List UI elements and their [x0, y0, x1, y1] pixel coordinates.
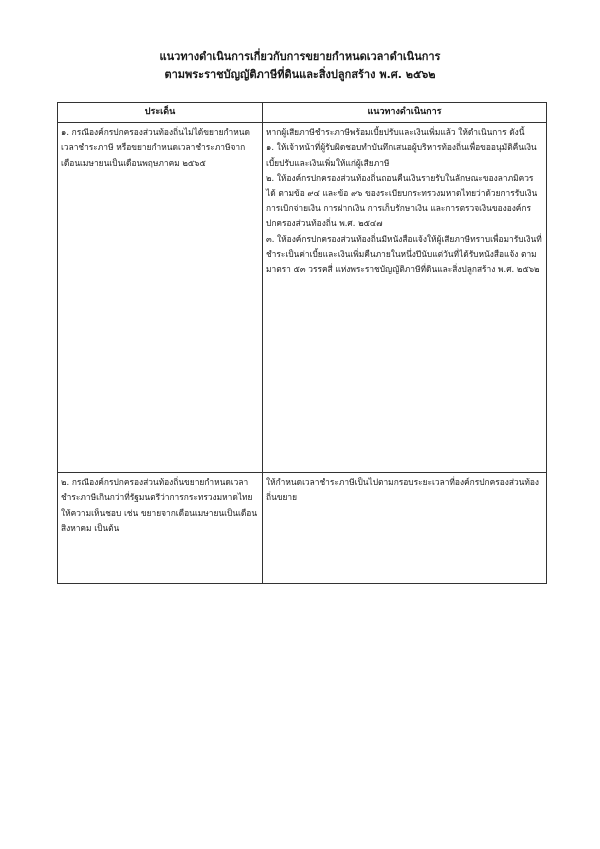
issue-cell-1 [58, 123, 263, 473]
issue-text: ๒. กรณีองค์กรปกครองส่วนท้องถิ่นขยายกำหนดเวลาชำระภาษีเกินกว่าที่รัฐมนตรีว่าการกระทรวงมหาดไทยให้ความเห็นชอบ เช่น ขยายจากเดือนเมษายนเป็นเดือนสิงหาคม เป็นต้น [61, 477, 258, 533]
guidance-cell-2 [263, 473, 547, 584]
header-issue: ประเด็น [58, 103, 263, 123]
guidance-cell-1 [263, 123, 547, 473]
table-row [58, 123, 547, 473]
document-title-line1: แนวทางดำเนินการเกี่ยวกับการขยายกำหนดเวลาดำเนินการ [159, 50, 441, 63]
guidance-text: ให้กำหนดเวลาชำระภาษีเป็นไปตามกรอบระยะเวลาที่องค์กรปกครองส่วนท้องถิ่นขยาย [266, 477, 540, 503]
guidance-item-2: ๒. ให้องค์กรปกครองส่วนท้องถิ่นถอนคืนเงินรายรับในลักษณะของลาภมิควรได้ ตามข้อ ๙๔ และข้อ ๙๖ ของระเบียบกระทรวงมหาดไทยว่าด้วยการรับเงิน การเบิกจ่ายเงิน การฝากเงิน การเก็บรักษาเงิน และการตรวจเงินขององค์กรปกครองส่วนท้องถิ่น พ.ศ. ๒๕๔๗ [266, 172, 538, 229]
issue-cell-2 [58, 473, 263, 584]
guidance-item-3: ๓. ให้องค์กรปกครองส่วนท้องถิ่นมีหนังสือแจ้งให้ผู้เสียภาษีทราบเพื่อมารับเงินที่ชำระเป็นค่าเบี้ยและเงินเพิ่มคืนภายในหนึ่งปีนับแต่วันที่ได้รับหนังสือแจ้ง ตามมาตรา ๕๓ วรรคสี่ แห่งพระราชบัญญัติภาษีที่ดินและสิ่งปลูกสร้าง พ.ศ. ๒๕๖๒ [266, 233, 542, 275]
header-guidance: แนวทางดำเนินการ [263, 103, 547, 123]
guidance-table [57, 102, 547, 584]
guidance-item-1: ๑. ให้เจ้าหน้าที่ผู้รับผิดชอบทำบันทึกเสนอผู้บริหารท้องถิ่นเพื่อขออนุมัติคืนเงินเบี้ยปรับและเงินเพิ่มให้แก่ผู้เสียภาษี [266, 142, 537, 168]
issue-text: ๑. กรณีองค์กรปกครองส่วนท้องถิ่นไม่ได้ขยายกำหนดเวลาชำระภาษี หรือขยายกำหนดเวลาชำระภาษีจากเดือนเมษายนเป็นเดือนพฤษภาคม ๒๕๖๕ [61, 127, 250, 168]
table-row [58, 473, 547, 584]
document-title-line2: ตามพระราชบัญญัติภาษีที่ดินและสิ่งปลูกสร้าง พ.ศ. ๒๕๖๒ [164, 68, 436, 81]
table-header-row [58, 103, 547, 123]
guidance-intro: หากผู้เสียภาษีชำระภาษีพร้อมเบี้ยปรับและเงินเพิ่มแล้ว ให้ดำเนินการ ดังนี้ [266, 127, 525, 138]
